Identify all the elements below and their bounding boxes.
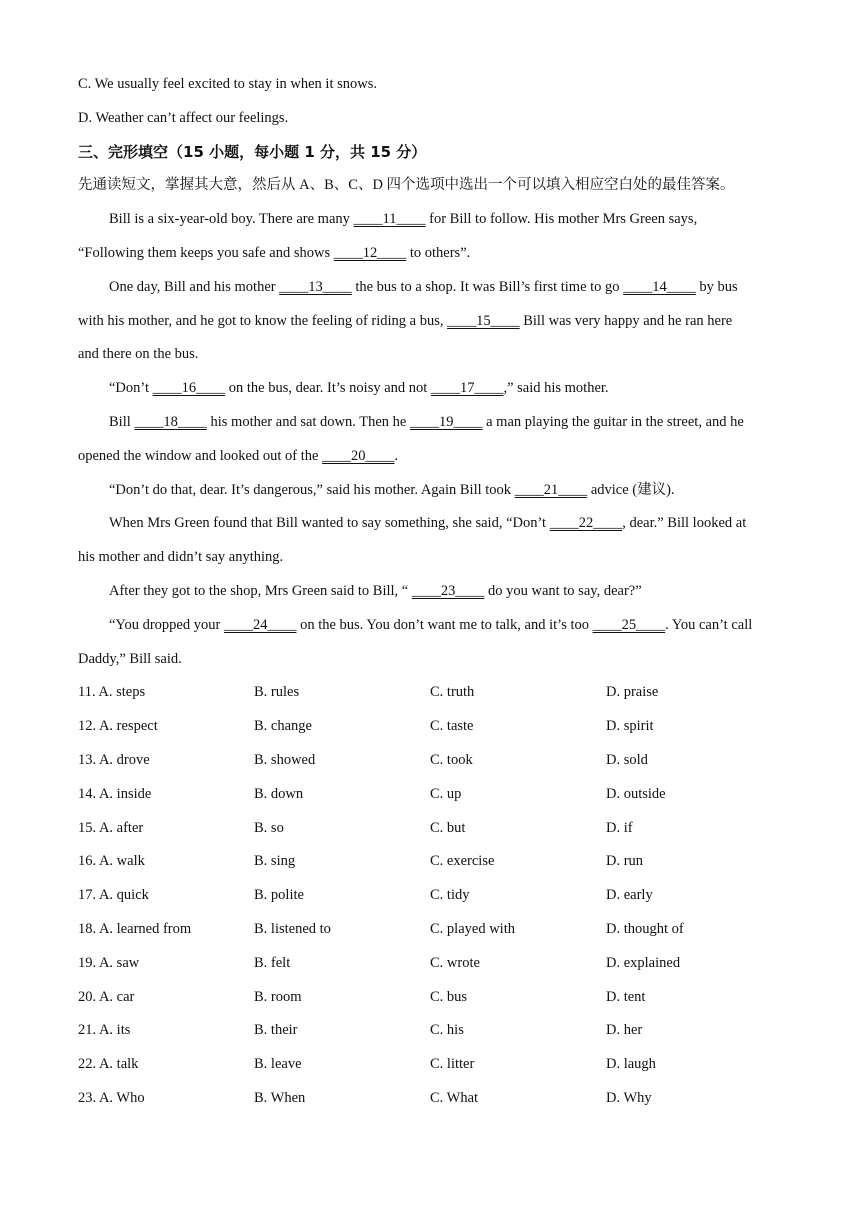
passage-text: Bill is a six-year-old boy. There are many xyxy=(109,211,354,228)
passage-text: ,” said his mother. xyxy=(503,380,609,397)
passage-text: to others”. xyxy=(406,244,471,261)
blank-13: ____13____ xyxy=(279,278,352,295)
blank-21: ____21____ xyxy=(514,481,588,498)
option-b: B. felt xyxy=(254,954,291,971)
option-d: D. spirit xyxy=(606,718,654,735)
question-row-22 xyxy=(78,1050,788,1084)
passage-text: his mother and sat down. Then he xyxy=(206,413,410,430)
passage-text: Daddy,” Bill said. xyxy=(78,650,182,667)
option-d: D. Why xyxy=(606,1089,652,1106)
option-a: 22. A. talk xyxy=(78,1056,139,1073)
passage-line xyxy=(78,543,788,577)
passage-text: . You can’t call xyxy=(665,616,753,633)
option-d: D. tent xyxy=(606,988,646,1005)
passage-line xyxy=(78,239,788,273)
question-row-20 xyxy=(78,983,788,1017)
option-b: B. showed xyxy=(254,751,316,768)
option-d: D. early xyxy=(606,887,653,904)
option-a: 16. A. walk xyxy=(78,853,145,870)
option-c: C. played with xyxy=(430,920,515,937)
passage-line xyxy=(78,509,788,543)
blank-19: ____19____ xyxy=(410,413,483,430)
option-b: B. their xyxy=(254,1022,298,1039)
option-c: C. tidy xyxy=(430,887,470,904)
blank-11: ____11____ xyxy=(353,211,426,228)
passage-line xyxy=(78,408,788,442)
passage-line xyxy=(78,307,788,341)
exam-page xyxy=(78,70,788,1118)
option-d: D. thought of xyxy=(606,920,684,937)
option-c: C. but xyxy=(430,819,466,836)
option-c: C. truth xyxy=(430,684,475,701)
question-row-14 xyxy=(78,780,788,814)
question-row-16 xyxy=(78,847,788,881)
passage-text: a man playing the guitar in the street, and he xyxy=(482,413,744,430)
passage-line xyxy=(78,476,788,510)
passage-text: and there on the bus. xyxy=(78,346,199,363)
passage-text: on the bus, dear. It’s noisy and not xyxy=(225,380,431,397)
question-row-11 xyxy=(78,678,788,712)
option-a: 15. A. after xyxy=(78,819,144,836)
passage-text: with his mother, and he got to know the feeling of riding a bus, xyxy=(78,312,448,329)
passage-text: his mother and didn’t say anything. xyxy=(78,549,284,566)
passage-text: , dear.” Bill looked at xyxy=(622,515,747,532)
question-row-23 xyxy=(78,1084,788,1118)
passage-line xyxy=(78,611,788,645)
option-c: C. exercise xyxy=(430,853,495,870)
option-b: B. listened to xyxy=(254,920,331,937)
passage-text: Bill was very happy and he ran here xyxy=(519,312,733,329)
passage-text: advice (建议). xyxy=(587,481,675,498)
blank-23: ____23____ xyxy=(411,582,485,599)
question-row-21 xyxy=(78,1016,788,1050)
option-a: 21. A. its xyxy=(78,1022,131,1039)
passage-line xyxy=(78,340,788,374)
passage-text: do you want to say, dear?” xyxy=(484,582,642,599)
passage-text: “Don’t do that, dear. It’s dangerous,” said his mother. Again Bill took xyxy=(109,481,515,498)
option-d: D. run xyxy=(606,853,644,870)
option-b: B. change xyxy=(254,718,312,735)
option-c: C. his xyxy=(430,1022,464,1039)
passage-text: “Following them keeps you safe and shows xyxy=(78,244,334,261)
passage-text: . xyxy=(394,447,399,464)
passage-line xyxy=(78,577,788,611)
option-a: 18. A. learned from xyxy=(78,920,192,937)
option-a: 14. A. inside xyxy=(78,785,152,802)
option-b: B. room xyxy=(254,988,302,1005)
option-c: C. litter xyxy=(430,1056,475,1073)
passage-text: One day, Bill and his mother xyxy=(109,278,280,295)
passage-text: for Bill to follow. His mother Mrs Green says, xyxy=(425,211,698,228)
option-c: C. What xyxy=(430,1089,479,1106)
passage-line xyxy=(78,442,788,476)
question-row-12 xyxy=(78,712,788,746)
blank-14: ____14____ xyxy=(623,278,696,295)
passage-line xyxy=(78,645,788,679)
blank-24: ____24____ xyxy=(223,616,297,633)
section-instruction: 先通读短文，掌握其大意，然后从 A、B、C、D 四个选项中选出一个可以填入相应空白处的最佳答案。 xyxy=(78,177,735,194)
option-c: C. bus xyxy=(430,988,468,1005)
question-row-17 xyxy=(78,881,788,915)
blank-25: ____25____ xyxy=(592,616,666,633)
passage-text: by bus xyxy=(695,278,738,295)
option-d: D. explained xyxy=(606,954,681,971)
passage-text: After they got to the shop, Mrs Green said to Bill, “ xyxy=(109,582,412,599)
passage-text: “Don’t xyxy=(109,380,153,397)
blank-22: ____22____ xyxy=(549,515,623,532)
passage-text: When Mrs Green found that Bill wanted to say something, she said, “Don’t xyxy=(109,515,550,532)
blank-17: ____17____ xyxy=(430,380,504,397)
passage-text: “You dropped your xyxy=(109,616,224,633)
passage-text: Bill xyxy=(109,413,135,430)
option-a: 19. A. saw xyxy=(78,954,140,971)
section-heading: 三、完形填空（15 小题，每小题 1 分，共 15 分） xyxy=(78,142,427,161)
option-a: 13. A. drove xyxy=(78,751,150,768)
option-d: D. sold xyxy=(606,751,648,768)
question-row-15 xyxy=(78,814,788,848)
option-b: B. down xyxy=(254,785,304,802)
option-a: 17. A. quick xyxy=(78,887,149,904)
passage-line xyxy=(78,273,788,307)
option-c: C. taste xyxy=(430,718,474,735)
question-row-18 xyxy=(78,915,788,949)
option-b: B. so xyxy=(254,819,284,836)
question-row-19 xyxy=(78,949,788,983)
passage-text: opened the window and looked out of the xyxy=(78,447,323,464)
option-a: 23. A. Who xyxy=(78,1089,145,1106)
option-b: B. When xyxy=(254,1089,306,1106)
passage-text: the bus to a shop. It was Bill’s first time to go xyxy=(351,278,624,295)
option-b: B. rules xyxy=(254,684,300,701)
blank-20: ____20____ xyxy=(322,447,395,464)
option-d: D. praise xyxy=(606,684,659,701)
option-c-prev: C. We usually feel excited to stay in when it snows. xyxy=(78,76,377,92)
option-d-prev: D. Weather can’t affect our feelings. xyxy=(78,109,289,126)
option-d: D. outside xyxy=(606,785,666,802)
option-b: B. polite xyxy=(254,887,304,904)
blank-16: ____16____ xyxy=(152,380,226,397)
option-c: C. took xyxy=(430,751,473,768)
passage-text: on the bus. You don’t want me to talk, and it’s too xyxy=(296,616,593,633)
option-d: D. laugh xyxy=(606,1056,656,1073)
option-a: 11. A. steps xyxy=(78,684,146,701)
option-d: D. her xyxy=(606,1022,643,1039)
passage-line xyxy=(78,374,788,408)
option-a: 12. A. respect xyxy=(78,718,158,735)
blank-12: ____12____ xyxy=(333,244,407,261)
option-c: C. up xyxy=(430,785,462,802)
option-d: D. if xyxy=(606,819,633,836)
option-c: C. wrote xyxy=(430,954,480,971)
option-a: 20. A. car xyxy=(78,988,135,1005)
question-row-13 xyxy=(78,746,788,780)
passage-line xyxy=(78,205,788,239)
option-b: B. sing xyxy=(254,853,296,870)
blank-18: ____18____ xyxy=(134,413,207,430)
blank-15: ____15____ xyxy=(447,312,520,329)
option-b: B. leave xyxy=(254,1056,302,1073)
